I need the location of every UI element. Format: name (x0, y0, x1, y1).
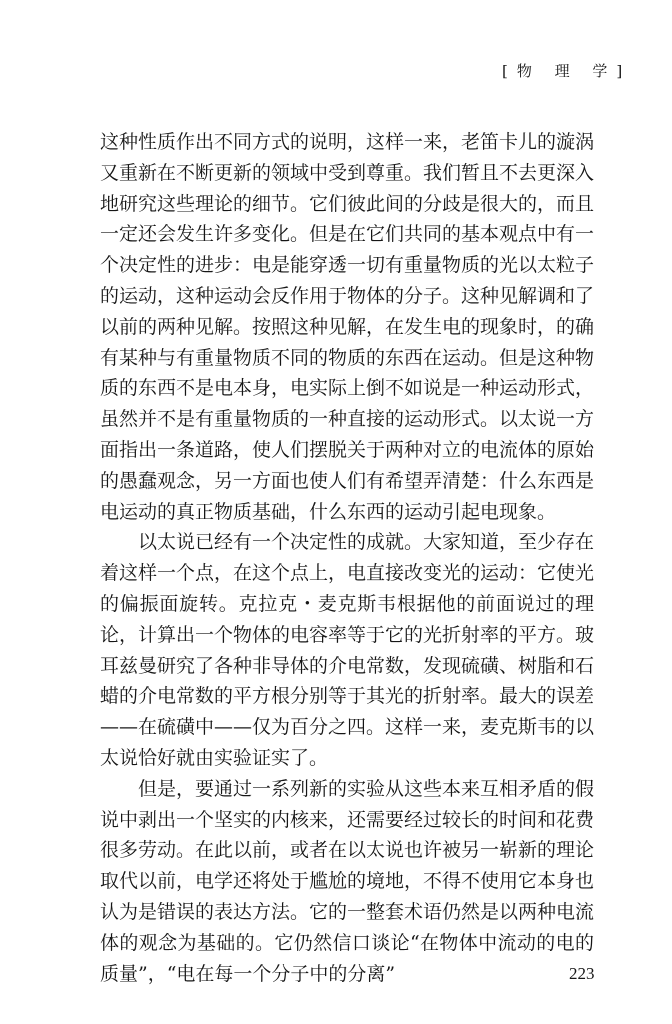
running-header: [物 理 学] (502, 62, 632, 80)
paragraph-3: 但是，要通过一系列新的实验从这些本来互相矛盾的假说中剥出一个坚实的内核来，还需要经过较长的时间和花费很多劳动。在此以前，或者在以太说也许被另一崭新的理论取代以前，电学还将处于尴尬的境地，不得不使用它本身也认为是错误的表达方法。它的一整套术语仍然是以两种电流体的观念为基础的。它仍然信口谈论“在物体中流动的电的质量”，“电在每一个分子中的分离” (100, 777, 595, 985)
page-number: 223 (569, 964, 595, 983)
paragraph-2: 以太说已经有一个决定性的成就。大家知道，至少存在着这样一个点，在这个点上，电直接改变光的运动：它使光的偏振面旋转。克拉克・麦克斯韦根据他的前面说过的理论，计算出一个物体的电容率等于它的光折射率的平方。玻耳兹曼研究了各种非导体的介电常数，发现硫磺、树脂和石蜡的介电常数的平方根分别等于其光的折射率。最大的误差——在硫磺中——仅为百分之四。这样一来，麦克斯韦的以太说恰好就由实验证实了。 (100, 531, 595, 769)
body-text (100, 127, 594, 989)
paragraph-1: 这种性质作出不同方式的说明，这样一来，老笛卡儿的漩涡又重新在不断更新的领域中受到尊重。我们暂且不去更深入地研究这些理论的细节。它们彼此间的分歧是很大的，而且一定还会发生许多变化。但是在它们共同的基本观点中有一个决定性的进步：电是能穿透一切有重量物质的光以太粒子的运动，这种运动会反作用于物体的分子。这种见解调和了以前的两种见解。按照这种见解，在发生电的现象时，的确有某种与有重量物质不同的物质的东西在运动。但是这种物质的东西不是电本身，电实际上倒不如说是一种运动形式，虽然并不是有重量物质的一种直接的运动形式。以太说一方面指出一条道路，使人们摆脱关于两种对立的电流体的原始的愚蠢观念，另一方面也使人们有希望弄清楚：什么东西是电运动的真正物质基础，什么东西的运动引起电现象。 (100, 131, 595, 523)
